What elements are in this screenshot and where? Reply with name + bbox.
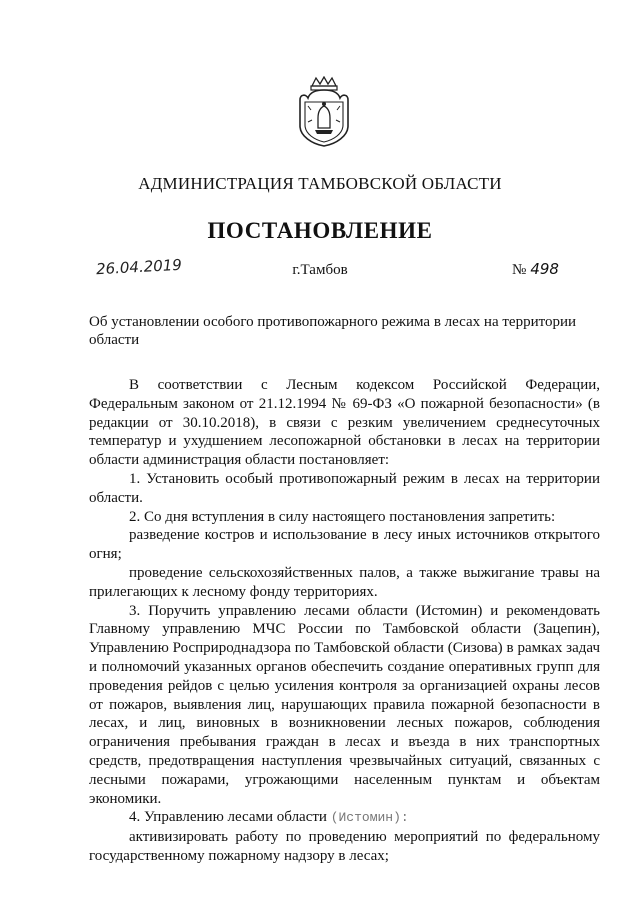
organization-title: АДМИНИСТРАЦИЯ ТАМБОВСКОЙ ОБЛАСТИ	[138, 174, 502, 193]
handwritten-number: 498	[530, 260, 559, 278]
handwritten-date: 26.04.2019	[95, 255, 183, 279]
document-body	[89, 376, 600, 866]
paragraph-item-4	[89, 808, 600, 828]
number-prefix: №	[512, 262, 527, 278]
paragraph: активизировать работу по проведению мероприятий по федеральному государственному пожарному надзору в лесах;	[89, 829, 600, 864]
typed-annotation: (Истомин):	[330, 810, 409, 826]
paragraph: 3. Поручить управлению лесами области (Истомин) и рекомендовать Главному управлению МЧС России по Тамбовской области (Зацепин), Управлению Росприроднадзора по Тамбовской области (Сизова) в рамках задач и полномочий указанных органов обеспечить создание оперативных групп для проведения рейдов с целью усиления контроля за организацией охраны лесов от пожаров, выявления лиц, нарушающих правила пожарной безопасности в лесах, и лиц, виновных в возникновении лесных пожаров, соблюдения ограничения пребывания граждан в лесах и въезда в них транспортных средств, предотвращения наступления чрезвычайных ситуаций, связанных с лесными пожарами, угрожающими населенным пунктам и объектам экономики.	[89, 602, 600, 807]
paragraph: 2. Со дня вступления в силу настоящего постановления запретить:	[129, 508, 556, 525]
document-type-title: ПОСТАНОВЛЕНИЕ	[207, 218, 433, 243]
coat-of-arms-icon	[296, 76, 352, 148]
item-4-text: 4. Управлению лесами области	[129, 809, 327, 826]
paragraph: разведение костров и использование в лесу иных источников открытого огня;	[89, 527, 600, 563]
paragraph: В соответствии с Лесным кодексом Российской Федерации, Федеральным законом от 21.12.1994 № 69-ФЗ «О пожарной безопасности» (в редакции от 30.10.2018), в связи с резким увеличением среднесуточных температур и ухудшением лесопожарной обстановки в лесах на территории области администрация области постановляет:	[89, 377, 600, 469]
document-subject: Об установлении особого противопожарного режима в лесах на территории области	[89, 314, 577, 348]
paragraph: проведение сельскохозяйственных палов, а также выжигание травы на прилегающих к лесному фонду территориях.	[89, 564, 600, 600]
document-number	[512, 260, 559, 279]
paragraph: 1. Установить особый противопожарный режим в лесах на территории области.	[89, 470, 600, 506]
city-label: г.Тамбов	[292, 262, 348, 278]
